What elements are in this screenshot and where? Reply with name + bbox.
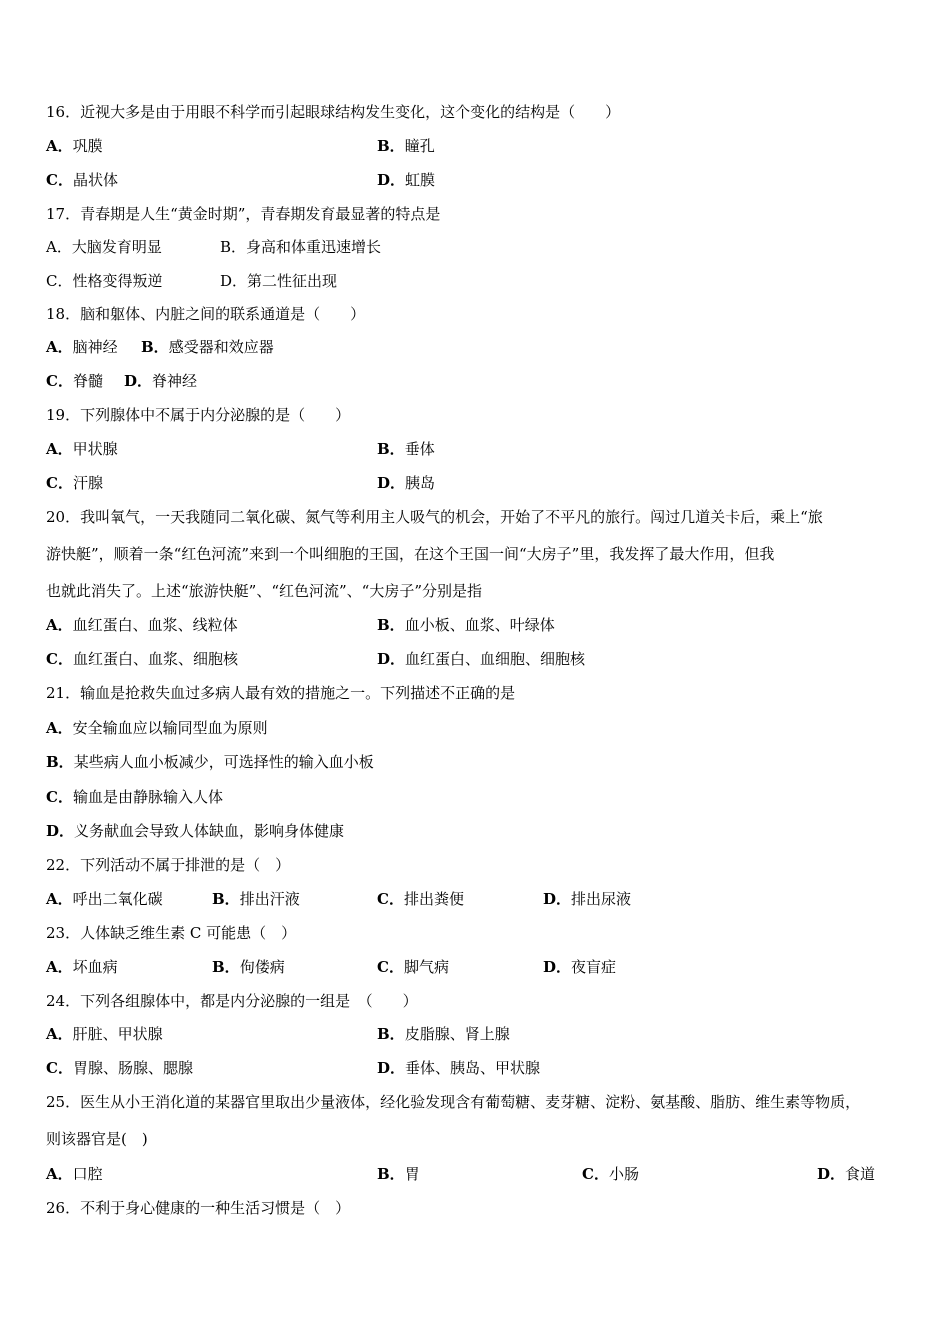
q22-option-b [212,889,300,909]
q20-option-b [377,615,555,635]
option-key: C． [582,1165,609,1183]
option-key: C． [46,474,73,492]
q21-option-b [46,752,374,772]
q23-option-d [543,957,616,977]
option-text: 义务献血会导致人体缺血，影响身体健康 [74,822,345,840]
q19-option-c [46,473,103,493]
option-key: C． [377,958,404,976]
option-text: 坏血病 [72,958,118,976]
option-key: D． [46,822,75,840]
q24-option-b [377,1024,510,1044]
q16-option-b [377,136,435,156]
q25-option-d [817,1164,875,1184]
option-text: 皮脂腺、肾上腺 [404,1025,510,1043]
option-key: A． [46,1165,73,1183]
option-key: D． [377,1059,406,1077]
option-key: C． [377,890,404,908]
option-text: 肝脏、甲状腺 [72,1025,163,1043]
option-text: 汗腺 [72,474,103,492]
option-text: 瞳孔 [404,137,435,155]
option-text: 脚气病 [403,958,449,976]
question-16-stem: 16．近视大多是由于用眼不科学而引起眼球结构发生变化，这个变化的结构是（ ） [46,103,621,121]
q24-option-a [46,1024,163,1044]
q24-option-c [46,1058,193,1078]
option-text: 脊神经 [152,372,198,390]
q21-option-c [46,787,223,807]
option-text: 血红蛋白、血浆、细胞核 [72,650,238,668]
option-key: D． [543,890,572,908]
option-key: B． [212,958,240,976]
q23-option-b [212,957,285,977]
option-key: B． [377,1025,405,1043]
option-text: 垂体 [404,440,435,458]
question-25-stem-line-1: 25．医生从小王消化道的某器官里取出少量液体，经化验发现含有葡萄糖、麦芽糖、淀粉、氨基酸、脂肪、维生素等物质， [46,1093,861,1111]
question-26-stem: 26．不利于身心健康的一种生活习惯是（ ） [46,1199,351,1217]
option-text: 巩膜 [72,137,103,155]
option-text: 排出粪便 [403,890,464,908]
option-key: B． [377,137,405,155]
q21-option-d [46,821,344,841]
option-key: B． [46,753,74,771]
option-key: B． [377,616,405,634]
option-text: 晶状体 [72,171,118,189]
q18-option-c [46,371,103,391]
question-23-stem: 23．人体缺乏维生素 C 可能患（ ） [46,924,297,942]
option-text: 血红蛋白、血细胞、细胞核 [405,650,586,668]
option-text: 呼出二氧化碳 [72,890,163,908]
option-text: 感受器和效应器 [168,338,274,356]
question-22-stem: 22．下列活动不属于排泄的是（ ） [46,856,291,874]
q19-option-a [46,439,118,459]
option-text: 安全输血应以输同型血为原则 [72,719,268,737]
q17-option-c: C．性格变得叛逆 [46,272,163,290]
q25-option-b [377,1164,420,1184]
option-key: D． [817,1165,846,1183]
option-key: D． [377,474,406,492]
question-20-stem-line-1: 20．我叫氧气，一天我随同二氧化碳、氮气等利用主人吸气的机会，开始了不平凡的旅行。闯过几道关卡后，乘上“旅 [46,508,823,526]
question-24-stem: 24．下列各组腺体中，都是内分泌腺的一组是 （ ） [46,992,418,1010]
option-text: 血红蛋白、血浆、线粒体 [72,616,238,634]
option-text: 血小板、血浆、叶绿体 [404,616,555,634]
option-text: 口腔 [72,1165,103,1183]
option-key: C． [46,1059,73,1077]
option-key: D． [377,650,406,668]
option-text: 小肠 [608,1165,639,1183]
q25-option-c [582,1164,639,1184]
q21-option-a [46,718,268,738]
option-text: 垂体、胰岛、甲状腺 [405,1059,541,1077]
q25-option-a [46,1164,103,1184]
option-text: 排出汗液 [239,890,300,908]
q17-option-d: D．第二性征出现 [220,272,338,290]
q18-option-a [46,337,118,357]
option-key: D． [543,958,572,976]
question-21-stem: 21．输血是抢救失血过多病人最有效的措施之一。下列描述不正确的是 [46,684,516,702]
q22-option-d [543,889,631,909]
option-key: A． [46,1025,73,1043]
option-key: D． [377,171,406,189]
option-key: C． [46,650,73,668]
q20-option-d [377,649,585,669]
question-25-stem-line-2: 则该器官是( ) [46,1130,148,1148]
q23-option-a [46,957,118,977]
option-text: 脊髓 [72,372,103,390]
question-19-stem: 19．下列腺体中不属于内分泌腺的是（ ） [46,406,351,424]
option-key: A． [46,616,73,634]
question-20-stem-line-3: 也就此消失了。上述“旅游快艇”、“红色河流”、“大房子”分别是指 [46,582,483,600]
q22-option-a [46,889,163,909]
q18-option-b [141,337,274,357]
option-key: A． [46,719,73,737]
q22-option-c [377,889,464,909]
option-key: C． [46,372,73,390]
option-text: 胃腺、肠腺、腮腺 [72,1059,193,1077]
q19-option-d [377,473,435,493]
option-text: 甲状腺 [72,440,118,458]
q17-option-a: A．大脑发育明显 [46,238,162,256]
option-text: 夜盲症 [571,958,617,976]
q16-option-c [46,170,118,190]
option-text: 输血是由静脉输入人体 [72,788,223,806]
q19-option-b [377,439,435,459]
option-key: B． [377,440,405,458]
option-text: 脑神经 [72,338,118,356]
option-text: 佝偻病 [239,958,285,976]
option-key: D． [124,372,153,390]
q18-option-d [124,371,197,391]
q20-option-c [46,649,238,669]
option-text: 虹膜 [405,171,436,189]
question-17-stem: 17．青春期是人生“黄金时期”，青春期发育最显著的特点是 [46,205,441,223]
q24-option-d [377,1058,540,1078]
q16-option-a [46,136,103,156]
option-key: C． [46,788,73,806]
option-key: A． [46,338,73,356]
q20-option-a [46,615,238,635]
option-key: A． [46,137,73,155]
option-key: A． [46,890,73,908]
question-20-stem-line-2: 游快艇”，顺着一条“红色河流”来到一个叫细胞的王国，在这个王国一间“大房子”里，我发挥了最大作用，但我 [46,545,775,563]
option-text: 胃 [404,1165,420,1183]
question-18-stem: 18．脑和躯体、内脏之间的联系通道是（ ） [46,305,366,323]
option-key: B． [212,890,240,908]
option-key: B． [141,338,169,356]
option-key: B． [377,1165,405,1183]
option-key: A． [46,440,73,458]
q17-option-b: B．身高和体重迅速增长 [220,238,382,256]
option-text: 排出尿液 [571,890,632,908]
option-text: 食道 [845,1165,876,1183]
option-key: A． [46,958,73,976]
q16-option-d [377,170,435,190]
option-key: C． [46,171,73,189]
option-text: 某些病人血小板减少，可选择性的输入血小板 [73,753,374,771]
option-text: 胰岛 [405,474,436,492]
q23-option-c [377,957,449,977]
